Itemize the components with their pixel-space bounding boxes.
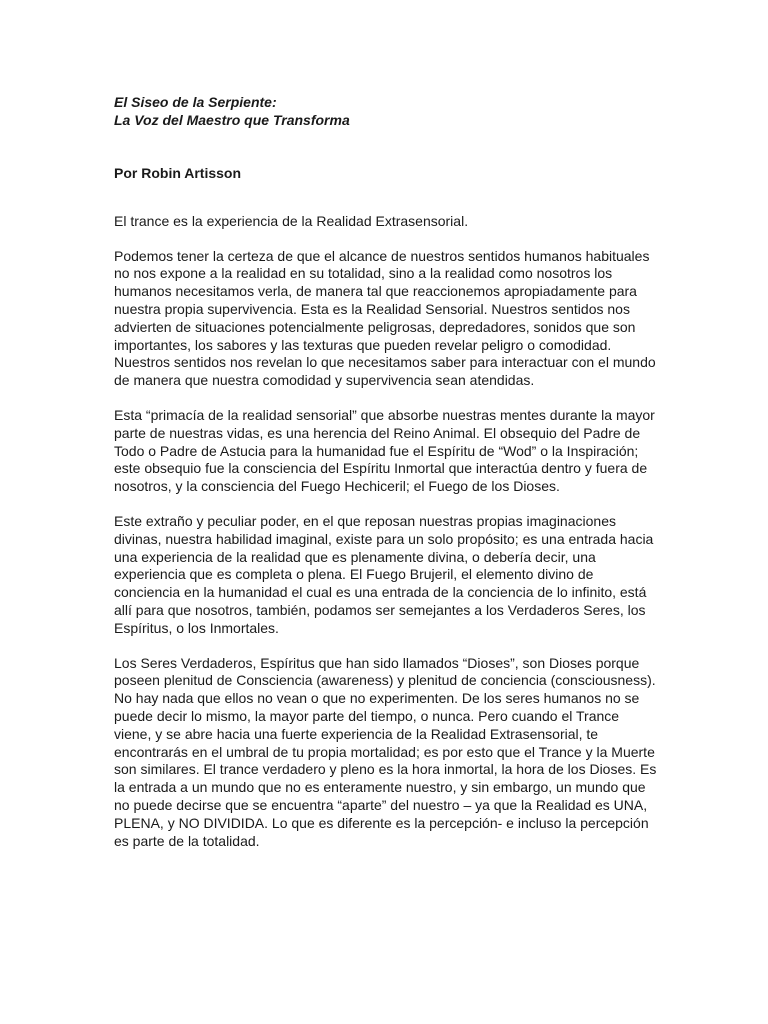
title-line-2: La Voz del Maestro que Transforma [114,112,350,128]
document-page [114,93,659,850]
paragraph-5: Los Seres Verdaderos, Espíritus que han sido llamados “Dioses”, son Dioses porque poseen plenitud de Consciencia (awareness) y plenitud de conciencia (consciousness). No hay nada que ellos no vean o que no experimenten. De los seres humanos no se puede decir lo mismo, la mayor parte del tiempo, o nunca. Pero cuando el Trance viene, y se abre hacia una fuerte experiencia de la Realidad Extrasensorial, te encontrarás en el umbral de tu propia mortalidad; es por esto que el Trance y la Muerte son similares. El trance verdadero y pleno es la hora inmortal, la hora de los Dioses. Es la entrada a un mundo que no es enteramente nuestro, y sin embargo, un mundo que no puede decirse que se encuentra “aparte” del nuestro – ya que la Realidad es UNA, PLENA, y NO DIVIDIDA. Lo que es diferente es la percepción- e incluso la percepción es parte de la totalidad. [114,654,657,849]
paragraph-3: Esta “primacía de la realidad sensorial” que absorbe nuestras mentes durante la mayor parte de nuestras vidas, es una herencia del Reino Animal. El obsequio del Padre de Todo o Padre de Astucia para la humanidad fue el Espíritu de “Wod” o la Inspiración; este obsequio fue la consciencia del Espíritu Inmortal que interactúa dentro y fuera de nosotros, y la consciencia del Fuego Hechiceril; el Fuego de los Dioses. [114,406,655,495]
paragraph-2: Podemos tener la certeza de que el alcance de nuestros sentidos humanos habituales no nos expone a la realidad en su totalidad, sino a la realidad como nosotros los humanos necesitamos verla, de manera tal que reaccionemos apropiadamente para nuestra propia supervivencia. Esta es la Realidad Sensorial. Nuestros sentidos nos advierten de situaciones potencialmente peligrosas, depredadores, sonidos que son importantes, los sabores y las texturas que pueden revelar peligro o comodidad. Nuestros sentidos nos revelan lo que necesitamos saber para interactuar con el mundo de manera que nuestra comodidad y supervivencia sean atendidas. [114,247,656,389]
paragraph-1: El trance es la experiencia de la Realidad Extrasensorial. [114,212,469,229]
title-line-1: El Siseo de la Serpiente: [114,94,277,110]
document-author: Por Robin Artisson [114,165,242,181]
document-title [114,93,659,129]
paragraph-4: Este extraño y peculiar poder, en el que reposan nuestras propias imaginaciones divinas, nuestra habilidad imaginal, existe para un solo propósito; es una entrada hacia una experiencia de la realidad que es plenamente divina, o debería decir, una experiencia que es completa o plena. El Fuego Brujeril, el elemento divino de conciencia en la humanidad el cual es una entrada de la conciencia de lo infinito, está allí para que nosotros, también, podamos ser semejantes a los Verdaderos Seres, los Espíritus, o los Inmortales. [114,512,654,636]
